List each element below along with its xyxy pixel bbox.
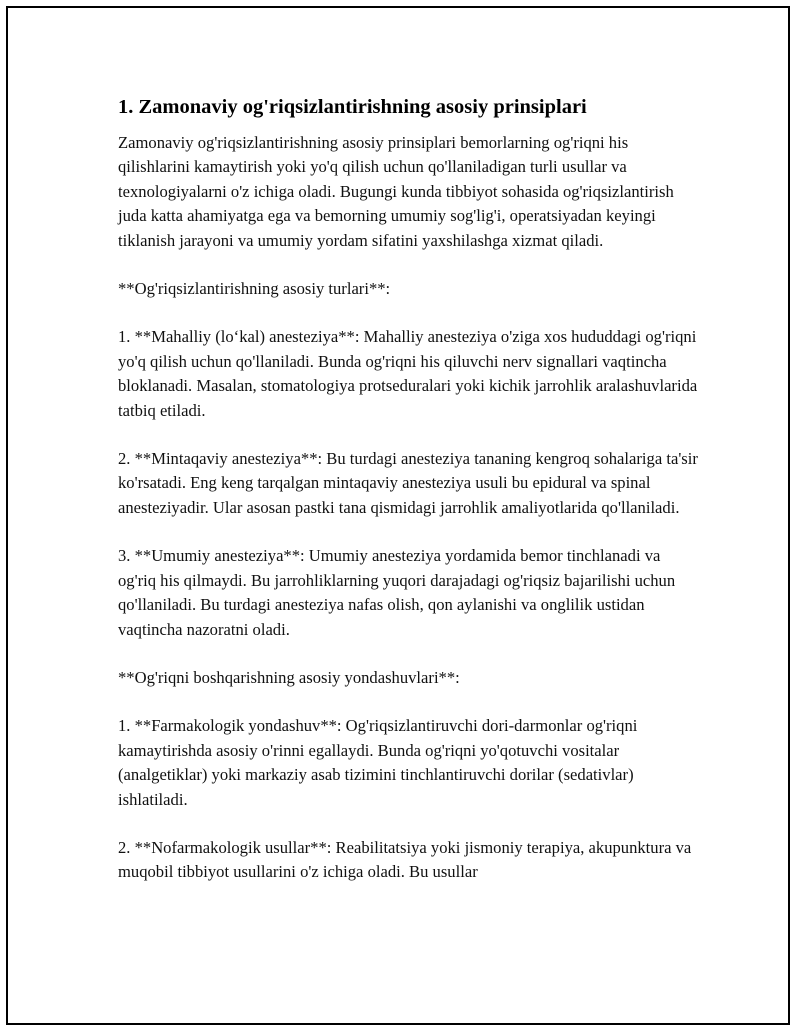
subheading-pain-management: **Og'riqni boshqarishning asosiy yondashuvlari**: bbox=[118, 667, 460, 687]
section-heading: 1. Zamonaviy og'riqsizlantirishning asosiy prinsiplari bbox=[118, 96, 587, 118]
paragraph-nonpharmacological: 2. **Nofarmakologik usullar**: Reabilitatsiya yoki jismoniy terapiya, akupunktura va muqobil tibbiyot usullarini o'z ichiga oladi. Bu usullar bbox=[118, 837, 692, 882]
paragraph-regional-anesthesia: 2. **Mintaqaviy anesteziya**: Bu turdagi anesteziya tananing kengroq sohalariga ta'sir ko'rsatadi. Eng keng tarqalgan mintaqaviy anesteziya usuli bu epidural va spinal anesteziyadir. Ular asosan pastki tana qismidagi jarrohlik amaliyotlarida qo'llaniladi. bbox=[118, 449, 698, 517]
paragraph-general-anesthesia: 3. **Umumiy anesteziya**: Umumiy anesteziya yordamida bemor tinchlanadi va og'riq his qilmaydi. Bu jarrohliklarning yuqori darajadagi og'riqsiz bajarilishi uchun qo'llaniladi. Bu turdagi anesteziya nafas olish, qon aylanishi va onglilik ustidan vaqtincha nazoratni oladi. bbox=[118, 546, 676, 639]
paragraph-local-anesthesia: 1. **Mahalliy (lo‘kal) anesteziya**: Mahalliy anesteziya o'ziga xos hududdagi og'riqni yo'q qilish uchun qo'llaniladi. Bunda og'riqni his qiluvchi nerv signallari vaqtincha bloklanadi. Masalan, stomatologiya protseduralari yoki kichik jarrohlik aralashuvlarida tatbiq etiladi. bbox=[118, 327, 698, 420]
intro-paragraph: Zamonaviy og'riqsizlantirishning asosiy prinsiplari bemorlarning og'riqni his qilishlarini kamaytirish yoki yo'q qilish uchun qo'llaniladigan turli usullar va texnologiyalarni o'z ichiga oladi. Bugungi kunda tibbiyot sohasida og'riqsizlantirish juda katta ahamiyatga ega va bemorning umumiy sog'lig'i, operatsiyadan keyingi tiklanish jarayoni va umumiy yordam sifatini yaxshilashga xizmat qiladi. bbox=[118, 133, 674, 250]
paragraph-pharmacological: 1. **Farmakologik yondashuv**: Og'riqsizlantiruvchi dori-darmonlar og'riqni kamaytirishda asosiy o'rinni egallaydi. Bunda og'riqni yo'qotuvchi vositalar (analgetiklar) yoki markaziy asab tizimini tinchlantiruvchi dorilar (sedativlar) ishlatiladi. bbox=[118, 716, 638, 809]
document-body bbox=[118, 92, 698, 909]
subheading-anesthesia-types: **Og'riqsizlantirishning asosiy turlari**: bbox=[118, 279, 391, 299]
